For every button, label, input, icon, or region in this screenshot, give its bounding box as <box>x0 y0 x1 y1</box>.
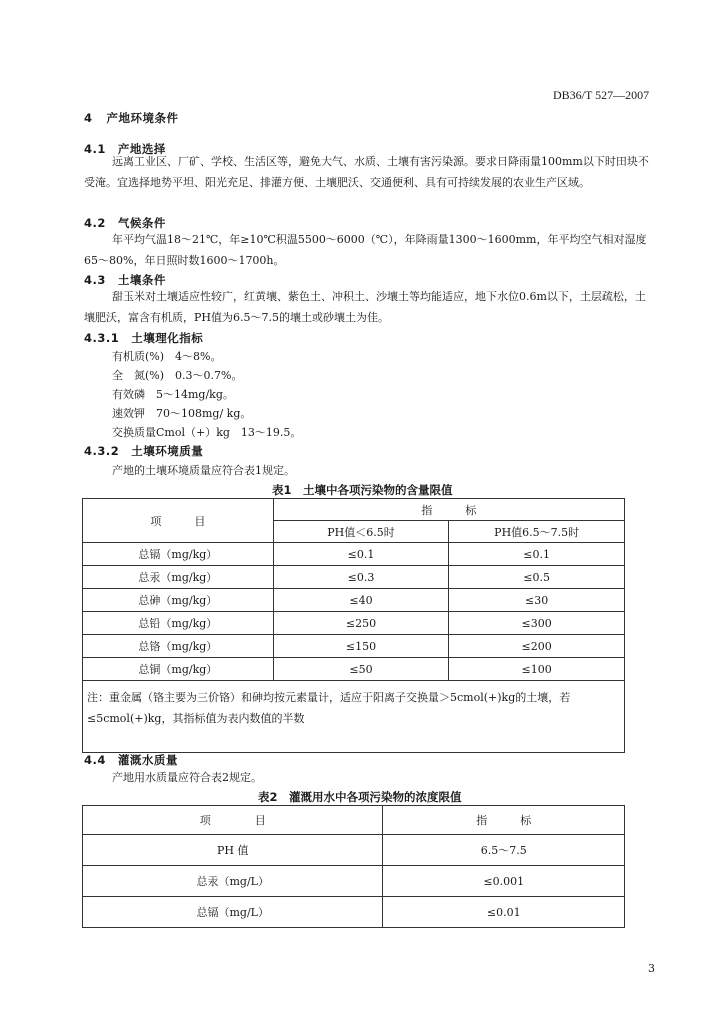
pollutant-cell: 总汞（mg/kg） <box>83 566 274 589</box>
section-number: 4.3 <box>84 273 106 287</box>
section-number: 4.4 <box>84 753 106 767</box>
table1-caption: 表1 土壤中各项污染物的含量限值 <box>272 483 453 497</box>
table-row <box>83 635 625 658</box>
section-4-4-heading <box>84 752 178 768</box>
limit-cell: ≤100 <box>449 658 625 681</box>
limit-cell: ≤0.1 <box>449 543 625 566</box>
pollutant-cell: 总铅（mg/kg） <box>83 612 274 635</box>
limit-cell: 6.5～7.5 <box>383 835 625 866</box>
limit-cell: ≤0.5 <box>449 566 625 589</box>
soil-index-item: 有效磷 5～14mg/kg。 <box>112 388 234 401</box>
pollutant-cell: 总铬（mg/kg） <box>83 635 274 658</box>
climate-paragraph: 年平均气温18～21℃，年≥10℃积温5500～6000（℃），年降雨量1300～1600mm，年平均空气相对湿度65～80%，年日照时数1600～1700h。 <box>84 233 647 267</box>
table-row <box>83 612 625 635</box>
table-row <box>83 835 625 866</box>
section-number: 4.2 <box>84 216 106 230</box>
section-4-3-1-heading <box>84 330 203 346</box>
pollutant-cell: 总铜（mg/kg） <box>83 658 274 681</box>
index-header: 指 标 <box>273 499 624 521</box>
index-header: 指 标 <box>383 806 625 835</box>
table-row <box>83 566 625 589</box>
section-4-3-2-heading <box>84 443 203 459</box>
soil-paragraph: 甜玉米对土壤适应性较广，红黄壤、紫色土、冲积土、沙壤土等均能适应，地下水位0.6m以下，土层疏松，土壤肥沃，富含有机质，PH值为6.5～7.5的壤土或砂壤土为佳。 <box>84 290 646 324</box>
limit-cell: ≤300 <box>449 612 625 635</box>
section-title: 产地环境条件 <box>106 111 179 125</box>
limit-cell: ≤30 <box>449 589 625 612</box>
item-header: 项 目 <box>83 499 274 543</box>
section-number: 4.1 <box>84 142 106 156</box>
site-selection-paragraph: 远离工业区、厂矿、学校、生活区等，避免大气、水质、土壤有害污染源。要求日降雨量100mm以下时田块不受淹。宜选择地势平坦、阳光充足、排灌方便、土壤肥沃、交通便利、具有可持续发展的农业生产区域。 <box>84 155 649 189</box>
section-title: 产地选择 <box>117 142 166 156</box>
section-title: 土壤条件 <box>117 273 166 287</box>
soil-index-item: 交换质量Cmol（+）kg 13～19.5。 <box>112 426 302 439</box>
section-title: 土壤理化指标 <box>131 331 204 345</box>
table-row <box>83 658 625 681</box>
document-code: DB36/T 527—2007 <box>553 88 650 102</box>
soil-pollutant-table <box>82 498 625 753</box>
table-note-row <box>83 681 625 753</box>
item-header: 项 目 <box>83 806 383 835</box>
limit-cell: ≤40 <box>273 589 449 612</box>
table-row <box>83 866 625 897</box>
soil-index-item: 全 氮(%) 0.3～0.7%。 <box>112 369 243 382</box>
section-number: 4 <box>84 111 93 125</box>
section-title: 灌溉水质量 <box>117 753 178 767</box>
pollutant-cell: 总砷（mg/kg） <box>83 589 274 612</box>
pollutant-cell: 总汞（mg/L） <box>83 866 383 897</box>
section-title: 土壤环境质量 <box>131 444 204 458</box>
pollutant-cell: 总镉（mg/L） <box>83 897 383 928</box>
limit-cell: ≤0.1 <box>273 543 449 566</box>
section-number: 4.3.2 <box>84 444 120 458</box>
table-header-row <box>83 806 625 835</box>
pollutant-cell: PH 值 <box>83 835 383 866</box>
pollutant-cell: 总镉（mg/kg） <box>83 543 274 566</box>
limit-cell: ≤200 <box>449 635 625 658</box>
table-note: 注：重金属（铬主要为三价铬）和砷均按元素量计，适应于阳离子交换量＞5cmol(+)kg的土壤，若≤5cmol(+)kg，其指标值为表内数值的半数 <box>83 681 625 753</box>
table2-caption: 表2 灌溉用水中各项污染物的浓度限值 <box>258 790 462 804</box>
soil-quality-sentence: 产地的土壤环境质量应符合表1规定。 <box>112 464 295 477</box>
table-header-row <box>83 499 625 521</box>
water-quality-sentence: 产地用水质量应符合表2规定。 <box>112 771 262 784</box>
table-row <box>83 543 625 566</box>
limit-cell: ≤50 <box>273 658 449 681</box>
limit-cell: ≤150 <box>273 635 449 658</box>
limit-cell: ≤0.3 <box>273 566 449 589</box>
table-row <box>83 897 625 928</box>
ph-low-header: PH值＜6.5时 <box>273 521 449 543</box>
section-number: 4.3.1 <box>84 331 120 345</box>
limit-cell: ≤0.001 <box>383 866 625 897</box>
ph-mid-header: PH值6.5～7.5时 <box>449 521 625 543</box>
soil-index-item: 有机质(%) 4～8%。 <box>112 350 222 363</box>
section-4-heading <box>84 110 179 126</box>
irrigation-water-table <box>82 805 625 928</box>
limit-cell: ≤0.01 <box>383 897 625 928</box>
section-title: 气候条件 <box>117 216 166 230</box>
limit-cell: ≤250 <box>273 612 449 635</box>
table-row <box>83 589 625 612</box>
page-number: 3 <box>648 962 655 975</box>
soil-index-item: 速效钾 70～108mg/ kg。 <box>112 407 252 420</box>
